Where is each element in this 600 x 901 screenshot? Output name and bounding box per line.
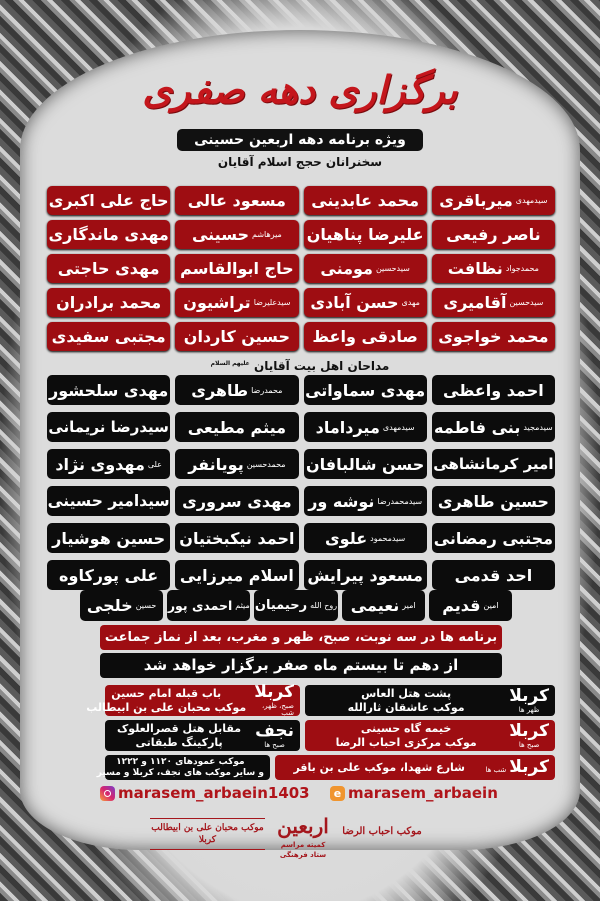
name-prefix: سیدمهدی — [382, 422, 415, 432]
eulogists-caption-text: مداحان اهل بیت آقایان — [253, 359, 390, 373]
city-name: کربلا — [509, 720, 549, 741]
name-text: احد قدمی — [454, 565, 533, 585]
location-box — [305, 720, 555, 751]
schedule-banner-2: از دهم تا بیستم ماه صفر برگزار خواهد شد — [100, 653, 502, 678]
name-cell — [175, 288, 298, 317]
name-cell — [304, 186, 427, 215]
location-address — [311, 687, 501, 715]
name-text: احمدی پور — [167, 598, 233, 613]
name-cell — [304, 254, 427, 283]
name-text: مهدی سروری — [182, 491, 292, 511]
name-text: احمد واعظی — [443, 380, 544, 400]
honorific: علیهم السلام — [210, 360, 250, 367]
instagram-text: marasem_arbaein1403 — [118, 784, 310, 802]
location-box — [305, 685, 555, 716]
name-cell — [432, 449, 555, 479]
name-cell — [175, 375, 298, 405]
logo-center-sub1: کمیته مراسم — [280, 841, 326, 849]
address-line-2: موکب عاشقان ثارالله — [347, 700, 465, 714]
name-cell — [304, 486, 427, 516]
name-text: حاج ابوالقاسم — [180, 259, 294, 278]
eulogists-last-row — [80, 590, 512, 621]
name-text: مومنی — [320, 259, 373, 278]
name-text: محمد خواجوی — [438, 327, 549, 346]
name-text: حسین کاردان — [183, 327, 290, 346]
location-address — [311, 722, 501, 750]
location-city — [509, 685, 549, 714]
logo-left: موکب محبان علی بن ابیطالب کربلا — [150, 818, 265, 850]
name-text: میرباقری — [439, 191, 513, 210]
name-cell — [254, 590, 337, 621]
name-cell — [432, 186, 555, 215]
location-city — [485, 759, 549, 776]
name-text: ناصر رفیعی — [446, 225, 541, 244]
name-text: میرداماد — [315, 417, 380, 437]
name-prefix: سیدعلیرضا — [253, 298, 291, 307]
location-box — [86, 682, 300, 717]
location-time: صبح ها — [264, 740, 285, 749]
name-text: محمد برادران — [56, 293, 162, 312]
eitaa-handle[interactable] — [330, 784, 498, 802]
name-cell — [432, 322, 555, 351]
name-cell — [304, 322, 427, 351]
location-box — [96, 755, 270, 780]
name-cell — [342, 590, 425, 621]
address-line-1: پشت هتل العاس — [361, 686, 452, 700]
name-cell — [175, 486, 298, 516]
name-cell — [432, 254, 555, 283]
name-text: نوشه ور — [308, 491, 375, 511]
location-address — [111, 722, 247, 750]
speakers-caption: سخنرانان حجج اسلام آقایان — [217, 155, 383, 169]
name-cell — [175, 220, 298, 249]
name-prefix: محمدجواد — [505, 264, 539, 273]
name-cell — [47, 412, 170, 442]
name-cell — [432, 375, 555, 405]
location-time: ظهر ها — [518, 705, 540, 714]
name-prefix: سیدمحمود — [370, 533, 406, 543]
name-text: اسلام میرزایی — [179, 565, 294, 585]
name-text: طاهری — [191, 380, 249, 400]
name-text: نظافت — [447, 259, 503, 278]
location-box — [275, 755, 555, 780]
name-prefix: سیدحسین — [509, 298, 544, 307]
name-cell — [304, 560, 427, 590]
instagram-icon — [100, 786, 115, 801]
name-cell — [304, 220, 427, 249]
name-prefix: میثم — [235, 601, 250, 610]
logo-center — [270, 812, 336, 860]
city-name: کربلا — [509, 757, 549, 777]
location-time: شب ها — [485, 766, 507, 774]
name-text: محمد عابدینی — [311, 191, 420, 210]
name-prefix: محمدرضا — [251, 385, 283, 395]
name-cell — [304, 449, 427, 479]
logo-center-sub2: ستاد فرهنگی — [279, 851, 327, 859]
location-address — [281, 761, 477, 775]
name-prefix: میرهاشم — [252, 230, 282, 239]
instagram-handle[interactable] — [100, 784, 310, 802]
name-cell — [432, 486, 555, 516]
name-cell — [47, 288, 170, 317]
location-address — [86, 687, 246, 715]
name-text: پویانفر — [188, 454, 244, 474]
name-text: مهدی ماندگاری — [48, 225, 169, 244]
name-text: حاج علی اکبری — [48, 191, 169, 210]
name-text: مهدی سماواتی — [305, 380, 426, 400]
poster-title: برگزاری دهه صفری — [142, 67, 458, 112]
name-cell — [80, 590, 163, 621]
name-text: حسن شالبافان — [306, 454, 425, 474]
eulogists-grid — [47, 375, 555, 590]
name-text: مسعود پیرایش — [307, 565, 423, 585]
eitaa-text: marasem_arbaein — [348, 784, 498, 802]
address-line-1: موکب عمودهای ۱۱۲۰ و ۱۲۲۲ — [116, 756, 245, 767]
name-cell — [47, 375, 170, 405]
name-cell — [47, 220, 170, 249]
location-city — [509, 720, 549, 749]
name-text: آقامیری — [443, 293, 507, 312]
speakers-grid — [47, 186, 555, 351]
name-cell — [175, 412, 298, 442]
address-line-1: باب قبله امام حسین — [111, 686, 222, 700]
name-cell — [47, 449, 170, 479]
address-line-1: مقابل هتل قصرالعلوک — [117, 721, 242, 735]
location-box — [105, 720, 300, 751]
name-prefix: سیدمجید — [523, 422, 553, 432]
name-cell — [47, 322, 170, 351]
name-cell — [432, 560, 555, 590]
location-address — [97, 757, 264, 779]
address-line-2: موکب مرکزی احباب الرضا — [335, 735, 477, 749]
name-text: مجتبی رمضانی — [433, 528, 554, 548]
name-cell — [429, 590, 512, 621]
name-text: مجتبی سفیدی — [51, 327, 166, 346]
name-text: علی پورکاوه — [59, 565, 159, 585]
name-text: احمد نیکبختیان — [179, 528, 295, 548]
name-cell — [175, 449, 298, 479]
eitaa-icon: e — [330, 786, 345, 801]
name-cell — [47, 523, 170, 553]
logo-center-text: اربعین — [277, 814, 329, 838]
name-text: حسین طاهری — [437, 491, 549, 511]
name-cell — [175, 560, 298, 590]
name-text: حسینی — [191, 225, 250, 244]
name-cell — [175, 523, 298, 553]
name-text: مسعود عالی — [187, 191, 286, 210]
name-text: مهدی حاجتی — [57, 259, 160, 278]
name-cell — [167, 590, 250, 621]
name-prefix: علی — [147, 459, 162, 469]
address-line-1: شارع شهدا، موکب علی بن باقر — [293, 760, 465, 774]
city-name: کربلا — [509, 685, 549, 706]
name-text: مهدوی نژاد — [55, 454, 145, 474]
name-text: قدیم — [442, 596, 481, 615]
name-text: خلجی — [86, 596, 133, 615]
name-prefix: امین — [483, 601, 499, 610]
name-prefix: مهدی — [401, 298, 420, 307]
name-prefix: سیدمحمدرضا — [377, 496, 423, 506]
name-prefix: سیدحسین — [375, 264, 410, 273]
name-cell — [175, 322, 298, 351]
name-cell — [304, 288, 427, 317]
name-cell — [304, 412, 427, 442]
name-prefix: حسین — [135, 601, 157, 610]
city-name: نجف — [255, 720, 294, 741]
name-text: نعیمی — [350, 596, 400, 615]
name-cell — [432, 288, 555, 317]
name-text: حسن آبادی — [310, 293, 399, 312]
name-cell — [304, 523, 427, 553]
logo-right: موکب احباب الرضا — [342, 826, 422, 837]
name-prefix: روح الله — [310, 601, 338, 610]
address-line-2: موکب محبان علی بن ابیطالب — [86, 700, 247, 714]
location-time: صبح ها — [518, 740, 540, 749]
name-text: میثم مطیعی — [187, 417, 287, 437]
name-cell — [47, 254, 170, 283]
name-text: حسین هوشیار — [52, 528, 166, 548]
name-text: رحیمیان — [254, 598, 308, 613]
location-city — [254, 684, 294, 717]
location-time: صبح، ظهر، شب — [262, 702, 294, 717]
name-cell — [304, 375, 427, 405]
name-cell — [175, 254, 298, 283]
name-text: سیدرضا نریمانی — [48, 418, 169, 436]
name-prefix: سیدمهدی — [515, 196, 548, 205]
poster-subtitle: ویژه برنامه دهه اربعین حسینی — [177, 129, 423, 151]
name-text: امیر کرمانشاهی — [433, 455, 554, 473]
eulogists-caption — [0, 356, 600, 374]
city-name: کربلا — [254, 682, 294, 702]
address-line-1: خیمه گاه حسینی — [360, 721, 452, 735]
name-text: مهدی سلحشور — [49, 380, 169, 400]
name-cell — [432, 412, 555, 442]
name-cell — [175, 186, 298, 215]
name-text: بنی فاطمه — [434, 417, 521, 437]
name-cell — [432, 523, 555, 553]
name-cell — [47, 560, 170, 590]
name-text: علوی — [325, 528, 368, 548]
name-cell — [47, 486, 170, 516]
name-text: صادقی واعظ — [312, 327, 418, 346]
name-cell — [432, 220, 555, 249]
address-line-2: و سایر موکب های نجف، کربلا و مسیر — [96, 767, 264, 778]
location-city — [255, 720, 294, 749]
schedule-banner-1: برنامه ها در سه نوبت، صبح، ظهر و مغرب، بعد از نماز جماعت — [100, 625, 502, 650]
name-text: تراشیون — [183, 293, 251, 312]
name-prefix: امیر — [402, 601, 416, 610]
name-text: علیرضا پناهیان — [306, 225, 424, 244]
address-line-2: پارکینگ طبقاتی — [135, 735, 223, 749]
name-text: سیدامیر حسینی — [47, 492, 170, 510]
name-prefix: محمدحسین — [246, 459, 286, 469]
name-cell — [47, 186, 170, 215]
